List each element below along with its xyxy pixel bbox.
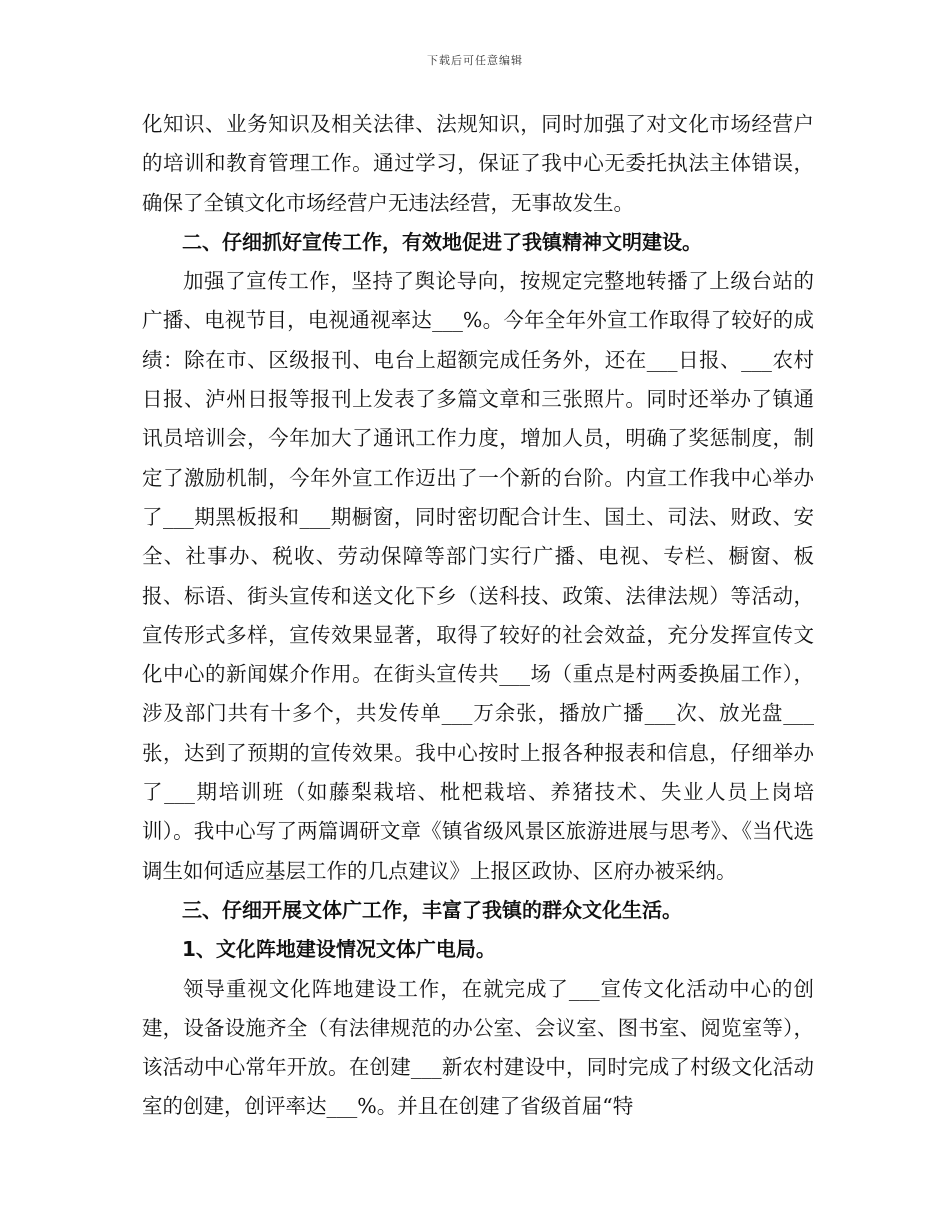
page-header: 下载后可任意编辑 bbox=[427, 54, 523, 67]
paragraph-publicity: 加强了宣传工作，坚持了舆论导向，按规定完整地转播了上级台站的广播、电视节目，电视通视率达___%。今年全年外宣工作取得了较好的成绩：除在市、区级报刊、电台上超额完成任务外，还在___日报、___农村日报、泸州日报等报刊上发表了多篇文章和三张照片。同时还举办了镇通讯员培训会，今年加大了通讯工作力度，增加人员，明确了奖惩制度，制定了激励机制，今年外宣工作迈出了一个新的台阶。内宣工作我中心举办了___期黑板报和___期橱窗，同时密切配合计生、国土、司法、财政、安全、社事办、税收、劳动保障等部门实行广播、电视、专栏、橱窗、板报、标语、街头宣传和送文化下乡（送科技、政策、法律法规）等活动，宣传形式多样，宣传效果显著，取得了较好的社会效益，充分发挥宣传文化中心的新闻媒介作用。在街头宣传共___场（重点是村两委换届工作），涉及部门共有十多个，共发传单___万余张，播放广播___次、放光盘___张，达到了预期的宣传效果。我中心按时上报各种报表和信息，仔细举办了___期培训班（如藤梨栽培、枇杷栽培、养猪技术、失业人员上岗培训）。我中心写了两篇调研文章《镇省级风景区旅游进展与思考》、《当代选调生如何适应基层工作的几点建议》上报区政协、区府办被采纳。 bbox=[142, 269, 814, 883]
paragraph-continued: 化知识、业务知识及相关法律、法规知识，同时加强了对文化市场经营户的培训和教育管理工作。通过学习，保证了我中心无委托执法主体错误，确保了全镇文化市场经营户无违法经营，无事故发生。 bbox=[142, 112, 814, 215]
section-heading-2: 二、仔细抓好宣传工作，有效地促进了我镇精神文明建设。 bbox=[182, 229, 702, 254]
subsection-heading-1: 1、文化阵地建设情况文体广电局。 bbox=[182, 937, 496, 962]
document-body bbox=[142, 105, 814, 1127]
paragraph-culture-venues: 领导重视文化阵地建设工作，在就完成了___宣传文化活动中心的创建，设备设施齐全（有法律规范的办公室、会议室、图书室、阅览室等），该活动中心常年开放。在创建___新农村建设中，同时完成了村级文化活动室的创建，创评率达___%。并且在创建了省级首届“特 bbox=[142, 976, 814, 1119]
section-heading-3: 三、仔细开展文体广工作，丰富了我镇的群众文化生活。 bbox=[182, 897, 682, 922]
